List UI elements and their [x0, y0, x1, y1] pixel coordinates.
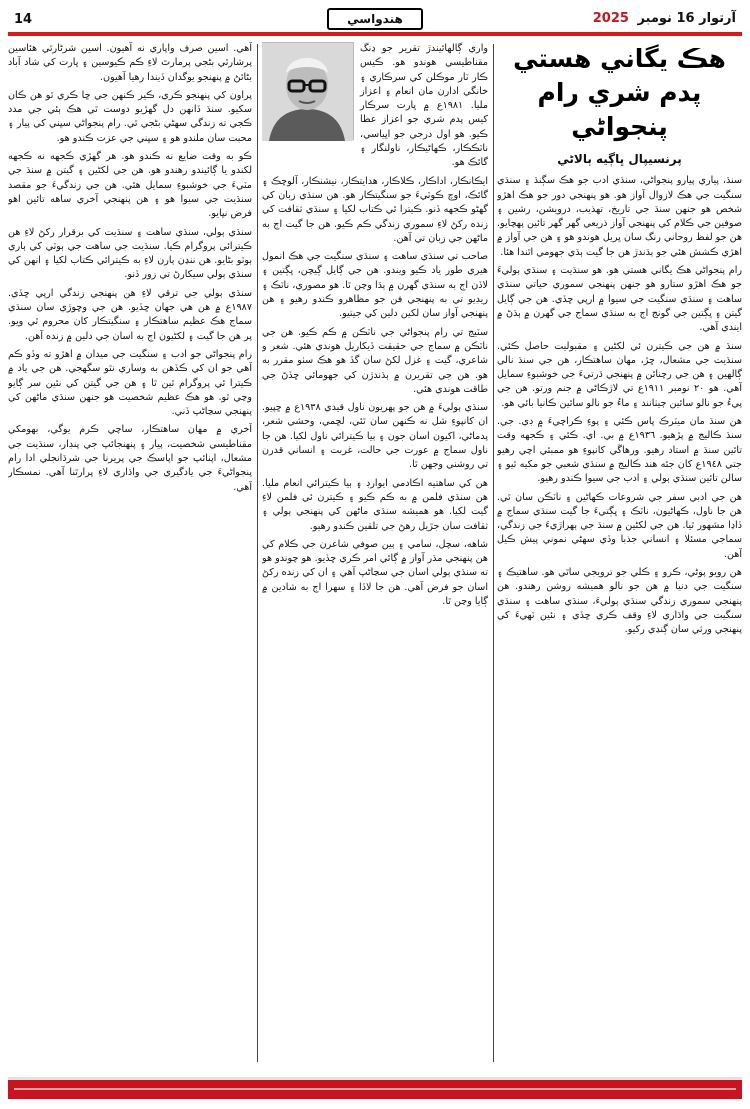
article-paragraph: هن کي ساهتيه اڪادمي ايوارڊ ۽ ٻيا ڪيترائي انعام مليا. هن سنڌي فلمن ۾ به ڪم ڪيو ۽ ڪيترن ئي فلمن لاءِ گيت لکيا. هو هميشه سنڌي ماڻهن کي پنهنجي ٻولي ۽ ثقافت سان جڙيل رهڻ جي تلقين ڪندو رهيو.	[262, 477, 488, 532]
article-paragraph: هن سنڌ مان ميٽرڪ پاس ڪئي ۽ پوءِ ڪراچيءَ ۾ ڊي. جي. سنڌ ڪاليج ۾ پڙهيو. ١٩٣٦ع ۾ بي. اي. ڪئي ۽ ڪجهه وقت تائين سنڌ ۾ استاد رهيو. ورهاڱي کانپوءِ هو ممبئي اچي رهيو جتي ١٩٤٨ع کان جئه هند ڪاليج ۾ سنڌي شعبي جو مکيه ٿيو ۽ سالن تائين سنڌي ٻولي ۽ ادب جي سيوا ڪندو رهيو.	[497, 416, 742, 485]
article-headline: هڪ يگاني هستي پدم شري رام پنجواڻي	[513, 44, 726, 141]
page-number: 14	[14, 12, 33, 27]
article-paragraph: سنڌ ۾ هن جي ڪيترن ئي لکڻين ۽ مقبوليت حاصل ڪئي. سنڌيت جي مشعال، ڇڙ، مهان ساهتڪار، هن جي سنڌ نالي ڳالهين ۽ هن جي رچنائن ۾ پنهنجي ڌرتيءَ جي خوشبوءِ سمايل آهي. هو ٢٠ نومبر ١٩١١ع تي لاڙڪاڻي ۾ جنم ورتو. هن جي پيءُ جو نالو سائين ڄيٺانند ۽ ماءُ جو نالو سائين ڪانيا بائي هو.	[497, 340, 742, 409]
article-paragraph: رام پنجواڻي هڪ يگاني هستي هو. هو سنڌيت ۽ سنڌي ٻوليءَ جو هڪ اهڙو ستارو هو جنهن پنهنجي سموري حياتي سنڌي ساهت ۽ سنڌي سنگيت جي سيوا ۾ ارپي ڇڏي. هن جي ڳايل گيتن ۽ ڀڳتين جي گونج اڄ به سنڌي سماج جي گهرن ۾ ٻڌڻ ۾ ايندي آهي.	[497, 265, 742, 334]
column-body	[8, 42, 252, 495]
article-paragraph: هن جي ادبي سفر جي شروعات ڪهاڻين ۽ ناٽڪن سان ٿي. هن جا ناول، ڪهاڻيون، ناٽڪ ۽ ڀڳتيءَ جا گيت سنڌي سماج ۾ ڏاڍا مشهور ٿيا. هن جي لکڻين ۾ سنڌ جي ٻهراڙيءَ جي زندگي، سماجي مسئلا ۽ انساني جذبا وڏي سهڻي نموني پيش ڪيل آهن.	[497, 491, 742, 560]
article-byline: پرنسيپال ڀاڳيه ٻالاڻي	[557, 152, 682, 166]
masthead	[8, 8, 742, 32]
article-paragraph: ايڪانڪار، اداڪار، ڪلاڪار، هدايتڪار، نيشنڪار، آلوچڪ ۽ گائڪ، اوچ ڪوٽيءَ جو سنگيتڪار هو. هن سنڌي زبان کي گهڻو ڪجهه ڏنو. ڪيترا ئي ڪتاب لکيا ۽ سنڌي ثقافت کي زنده رکڻ لاءِ سموري زندگي ڪم ڪيو. هن جا گيت اڄ به ماڻهن جي زبان تي آهن.	[262, 175, 488, 244]
masthead-divider	[8, 32, 742, 36]
article-paragraph: سنڌي ٻوليءَ ۾ هن جو پهريون ناول قيدي ١٩٣٨ع ۾ ڇپيو. ان کانپوءِ شل نه ڪنهن سان ٿئي، لڇمي، وحشي شعر، پدماڻي، اکيون اسان جون ۽ ٻيا ڪيترائي ناول لکيا. هن جا ناول سماج ۾ عورت جي حالت، غربت ۽ انساني قدرن تي روشني وجهن ٿا.	[262, 402, 488, 471]
article-column-right	[497, 42, 742, 1066]
article-paragraph: پراون کي پنهنجو ڪري، ڪير ڪنهن جي ڇا ڪري ٿو هن ڪان سکيو. سنڌ ڏانهن دل گهڙيو دوست ٿي هڪ ٻئي جي مدد ڪجي ته زندگي سهڻي بڻجي ٿي. رام پنجواڻي سڀني کي پيار ۽ محبت سان ملندو هو ۽ سڀني جي عزت ڪندو هو.	[8, 89, 252, 144]
issue-year: 2025	[592, 11, 629, 26]
article-paragraph: شاهه، سچل، سامي ۽ ٻين صوفي شاعرن جي ڪلام کي هن پنهنجي مڌر آواز ۾ ڳائي امر ڪري ڇڏيو. هو چوندو هو ته سنڌي ٻولي اسان جي سڃاڻپ آهي ۽ ان کي زنده رکڻ اسان جو فرض آهي. هن جا لاڏا ۽ سهرا اڄ به شادين ۾ ڳايا وڃن ٿا.	[262, 538, 488, 607]
article-paragraph: آخري ۾ مهان ساهتڪار، ساچي ڪرم يوگي، بهومکي مقناطيسي شخصيت، پيار ۽ پنهنجائپ جي پنڊار، سنڌيت جي مشعال، اپنائپ جو اپاسڪ جي پريرنا جي شرڌانجلي ادا رام پنجواڻيءَ جي يادگيري جي واڌاري لاءِ پرارٿنا آهي. نمسڪار آهي.	[8, 424, 252, 493]
article-paragraph: هن رويو پوڻي، ڪرو ۽ ڪلي جو ترويجي ساٿي هو. ساهتيڪ ۽ سنگيت جي دنيا ۾ هن جو نالو هميشه روشن رهندو. هن پنهنجي سموري زندگي سنڌي ٻوليءَ، سنڌي ساهت ۽ سنڌي سنگيت جي واڌاري لاءِ وقف ڪري ڇڏي ۽ نئين ٽهيءَ کي پنهنجي ورثي سان ڳنڍي رکيو.	[497, 567, 742, 636]
column-body	[497, 174, 742, 637]
day-date: آرتوار 16 نومبر	[637, 11, 736, 26]
newspaper-logo: هندواسي	[327, 8, 423, 30]
portrait-icon	[262, 43, 353, 141]
footer-band	[8, 1077, 742, 1099]
column-rule	[257, 44, 258, 1062]
article-paragraph: واري ڳالهائيندڙ تقرير جو ڍنگ مقناطيسي هوندو هو. ڪيس ڪار ٽار موڪلن کي سرڪاري ۽ خانگي ادارن مان انعام ۽ اعزاز مليا. ١٩٨١ع ۾ ڀارت سرڪار کيس پدم شري جو اعزاز عطا ڪيو. هو اول درجي جو اڀياسي، ناٽڪڪار، ڪهاڻيڪار، ناولنگار ۽ گائڪ هو.	[360, 43, 488, 169]
issue-date	[593, 11, 736, 26]
article-column-left	[8, 42, 252, 1066]
article-paragraph: رام پنجواڻي جو ادب ۽ سنگيت جي ميدان ۾ اهڙو ته وڏو ڪم آهي جو ان کي ڪڏهن به وساري نٿو سگهجي. هن جي ياد ۾ ڪيترا ئي پروگرام ٿين ٿا ۽ هن جي گيتن کي نئين سر ڳايو وڃي ٿو. هو هڪ عظيم شخصيت هو جنهن سنڌي ماڻهن کي پنهنجي سڃاڻپ ڏني.	[8, 348, 252, 418]
article-paragraph: صاحب تي سنڌي ساهت ۽ سنڌي سنگيت جي هڪ انمول هيري طور ياد ڪيو ويندو. هن جي ڳايل ڳيچن، ڀڳتين ۽ لاڏن اڄ به سنڌي گهرن ۾ ٻڌا وڃن ٿا. هو مصوري، ناٽڪ ۽ ريڊيو تي به پنهنجي فن جو مظاهرو ڪندو رهيو ۽ هن پنهنجي آواز سان لکين دلين کي جيتيو.	[262, 251, 488, 320]
article-column-middle	[262, 42, 488, 1066]
article-paragraph: سنڌ، پياري پيارو پنجواڻي، سنڌي ادب جو هڪ سڳنڌ ۽ سنڌي سنگيت جي هڪ لازوال آواز هو. هو پنهنجي دور جو هڪ اهڙو شخص هو جنهن سنڌ جي تاريخ، تهذيب، درويشن، رشين ۽ صوفين جي ڪلام کي پنهنجي آواز ذريعي گهر گهر تائين پهچايو. هن جو لفظ روحاني رنگ سان ڀريل هوندو هو ۽ هن جي آواز ۾ اهڙي ڪشش هئي جو ٻڌندڙ هن جا گيت ٻڌي جهومي اٿندا هئا.	[497, 175, 742, 258]
article-paragraph: سنڌي ٻولي، سنڌي ساهت ۽ سنڌيت کي برقرار رکڻ لاءِ هن ڪيترائي پروگرام ڪيا. سنڌيت جي ساهت جي ٻوٽي کي ٻاري ٻوٽو بڻايو. هن ننڍن ٻارن لاءِ به ڪيترائي ڪتاب لکيا ۽ انهن کي سنڌي ٻولي سيکارڻ تي زور ڏنو.	[8, 226, 252, 281]
column-rule	[493, 44, 494, 1062]
article-paragraph: سنڌي ٻولي جي ترقي لاءِ هن پنهنجي زندگي ارپي ڇڏي. ١٩٨٧ع ۾ هن هي جهان ڇڏيو. هن جي وڇوڙي سان سنڌي سماج هڪ عظيم ساهتڪار ۽ سنگيتڪار کان محروم ٿي ويو. پر هن جا گيت ۽ لکڻيون اڄ به اسان جي دلين ۾ زنده آهن.	[8, 287, 252, 342]
article-paragraph: سٽيج تي رام پنجواڻي جي ناٽڪن ۾ ڪم ڪيو. هن جي ناٽڪن ۾ سماج جي حقيقت ڏيکاريل هوندي هئي. شعر و شاعري، گيت ۽ غزل لکڻ سان گڏ هو هڪ سٺو مقرر به هو. هن جي تقريرن ۾ ٻڌندڙن کي جهومائي ڇڏڻ جي طاقت هوندي هئي.	[262, 326, 488, 395]
article-paragraph: آهي. اسين صرف واپاري نه آهيون. اسين شرڻارٿي هئاسين پرشارٿي بڻجي پرمارٿ لاءِ ڪم ڪيوسين ۽ ڀارت کي شاد آباد بڻائڻ ۾ پنهنجو يوگدان ڏيندا رهيا آهيون.	[8, 43, 252, 83]
article-paragraph: ڪو به وقت ضايع نه ڪندو هو. هر گهڙي ڪجهه نه ڪجهه لکندو يا ڳائيندو رهندو هو. هن جي لکڻين ۽ گيتن ۾ سنڌ جي مٽيءَ جي خوشبوءِ سمايل هئي. هن جي زندگيءَ جو مقصد سنڌيت جي سيوا هو ۽ هن پنهنجي آخري ساهه تائين اهو فرض نڀايو.	[8, 151, 252, 220]
author-portrait-photo	[262, 42, 354, 140]
